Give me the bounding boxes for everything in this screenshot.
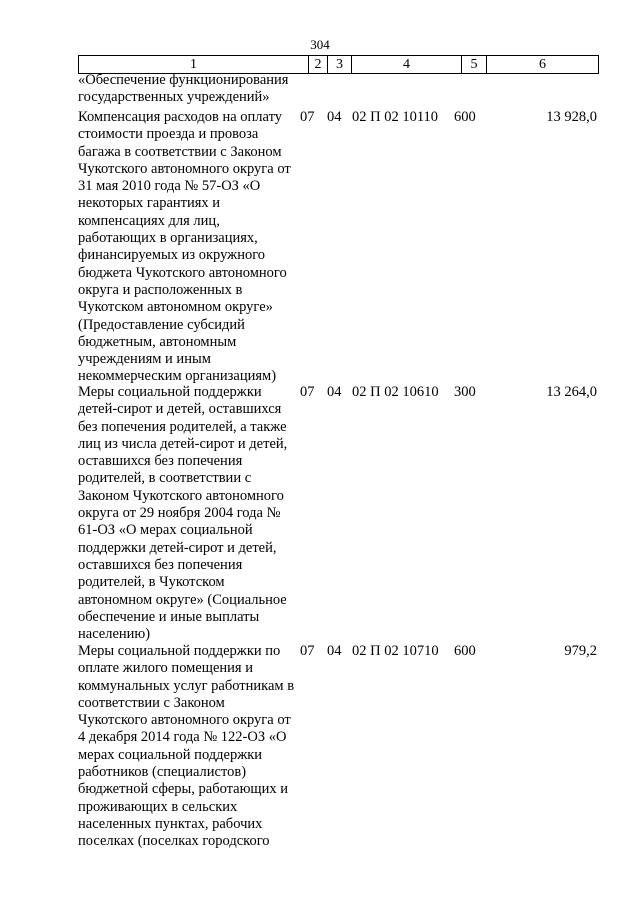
description-line: без попечения родителей, а также xyxy=(78,418,287,435)
description-line: населению) xyxy=(78,626,151,643)
header-col-6: 6 xyxy=(487,56,599,74)
description-line: бюджета Чукотского автономного xyxy=(78,264,287,281)
section-code: 07 xyxy=(300,384,315,400)
description-line: финансируемых из окружного xyxy=(78,247,266,264)
description-line: оставшихся без попечения xyxy=(78,453,243,470)
description-line: Чукотском автономном округе» xyxy=(78,299,273,316)
intro-line: государственных учреждений» xyxy=(78,89,270,106)
section-code: 07 xyxy=(300,109,315,125)
description-line: поддержки детей-сирот и детей, xyxy=(78,539,277,556)
header-col-5: 5 xyxy=(462,56,487,74)
description-line: округа и расположенных в xyxy=(78,281,243,298)
description-line: Законом Чукотского автономного xyxy=(78,487,284,504)
subsection-code: 04 xyxy=(327,384,342,400)
header-col-3: 3 xyxy=(328,56,352,74)
description-line: учреждениям и иным xyxy=(78,351,211,368)
row-description xyxy=(78,643,600,851)
description-line: оплате жилого помещения и xyxy=(78,660,253,677)
table-row xyxy=(78,384,600,643)
description-line: Меры социальной поддержки по xyxy=(78,643,281,659)
description-line: некоторых гарантиях и xyxy=(78,195,221,212)
subsection-code: 04 xyxy=(327,643,342,659)
amount: 13 928,0 xyxy=(546,109,597,125)
description-line: мерах социальной поддержки xyxy=(78,746,263,763)
target-article-code: 02 П 02 10610 xyxy=(352,384,439,400)
row-description xyxy=(78,109,600,386)
description-line: Меры социальной поддержки xyxy=(78,384,262,400)
intro-line: «Обеспечение функционирования xyxy=(78,72,289,88)
description-line: 4 декабря 2014 года № 122-ОЗ «О xyxy=(78,729,287,746)
description-line: поселках (поселках городского xyxy=(78,833,270,850)
subsection-code: 04 xyxy=(327,109,342,125)
description-line: некоммерческим организациям) xyxy=(78,368,277,385)
description-line: проживающих в сельских xyxy=(78,798,238,815)
description-line: работников (специалистов) xyxy=(78,764,247,781)
amount: 979,2 xyxy=(564,643,597,659)
description-line: компенсациях для лиц, xyxy=(78,212,220,229)
row-description xyxy=(78,384,600,643)
description-line: бюджетным, автономным xyxy=(78,333,237,350)
description-line: Чукотского автономного округа от xyxy=(78,712,291,729)
header-col-4: 4 xyxy=(352,56,462,74)
description-line: автономном округе» (Социальное xyxy=(78,591,287,608)
description-line: коммунальных услуг работникам в xyxy=(78,677,295,694)
header-col-2: 2 xyxy=(309,56,328,74)
description-line: 61-ОЗ «О мерах социальной xyxy=(78,522,253,539)
description-line: оставшихся без попечения xyxy=(78,556,243,573)
description-line: детей-сирот и детей, оставшихся xyxy=(78,401,282,418)
table-row xyxy=(78,643,600,851)
description-line: населенных пунктах, рабочих xyxy=(78,815,263,832)
description-line: Чукотского автономного округа от xyxy=(78,160,291,177)
target-article-code: 02 П 02 10110 xyxy=(352,109,439,125)
description-line: родителей, в соответствии с xyxy=(78,470,252,487)
description-line: соответствии с Законом xyxy=(78,694,225,711)
page-number: 304 xyxy=(310,37,330,52)
description-line: лиц из числа детей-сирот и детей, xyxy=(78,435,288,452)
description-line: (Предоставление субсидий xyxy=(78,316,245,333)
intro-text xyxy=(78,72,600,107)
description-line: работающих в организациях, xyxy=(78,230,258,247)
description-line: 31 мая 2010 года № 57-ОЗ «О xyxy=(78,178,261,195)
table-row xyxy=(78,109,600,386)
description-line: бюджетной сферы, работающих и xyxy=(78,781,288,798)
description-line: стоимости проезда и провоза xyxy=(78,126,259,143)
amount: 13 264,0 xyxy=(546,384,597,400)
description-line: округа от 29 ноября 2004 года № xyxy=(78,505,281,522)
description-line: Компенсация расходов на оплату xyxy=(78,109,282,125)
expense-type-code: 600 xyxy=(454,643,476,659)
description-line: обеспечение и иные выплаты xyxy=(78,608,260,625)
header-col-1: 1 xyxy=(79,56,309,74)
description-line: багажа в соответствии с Законом xyxy=(78,143,282,160)
description-line: родителей, в Чукотском xyxy=(78,574,225,591)
target-article-code: 02 П 02 10710 xyxy=(352,643,439,659)
section-code: 07 xyxy=(300,643,315,659)
expense-type-code: 600 xyxy=(454,109,476,125)
expense-type-code: 300 xyxy=(454,384,476,400)
